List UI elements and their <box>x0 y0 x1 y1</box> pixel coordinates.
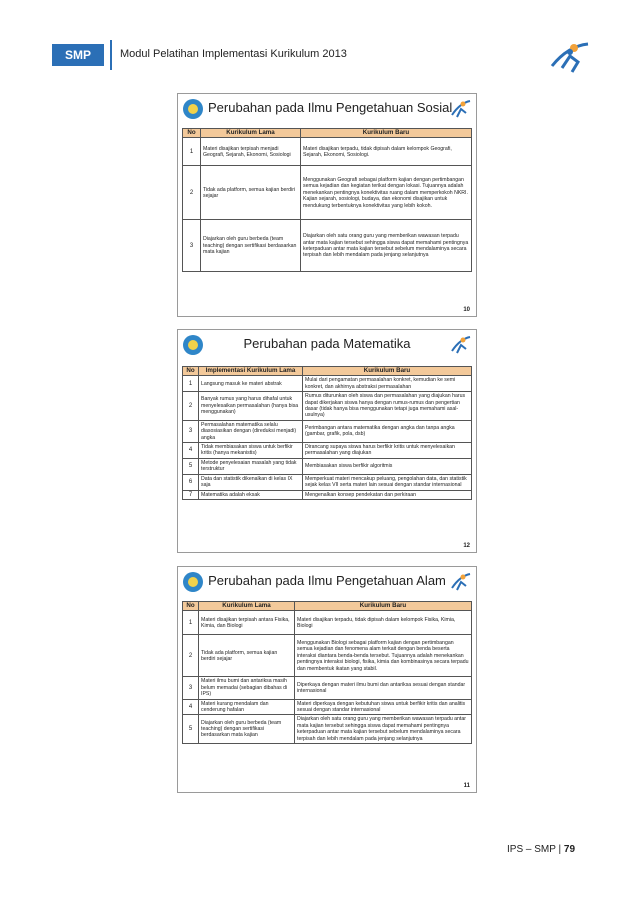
slide-header <box>178 567 476 597</box>
table-row <box>183 635 472 677</box>
slide-title: Perubahan pada Ilmu Pengetahuan Alam <box>208 573 446 588</box>
new-curriculum-cell: Diajarkan oleh satu orang guru yang memberikan wawasan terpadu antar mata kajian tersebut sehingga siswa dapat memahami pentingnya keterpaduan antar mata kajian tersebut sebelum mendalaminya secara terpisah dan lebih mendalam pada jenjang selanjutnya <box>301 220 472 272</box>
table-row <box>183 376 472 392</box>
table-row <box>183 443 472 459</box>
new-curriculum-cell: Materi diperkaya dengan kebutuhan siswa untuk berfikir kritis dan analitis sesuai dengan standar internasional <box>295 699 472 715</box>
row-number: 3 <box>183 420 199 442</box>
slide-header <box>178 330 476 360</box>
old-curriculum-cell: Tidak ada platform, semua kajian berdiri sejajar <box>199 635 295 677</box>
header-divider <box>110 40 112 70</box>
row-number: 5 <box>183 715 199 744</box>
new-curriculum-cell: Rumus diturunkan oleh siswa dan permasalahan yang diajukan harus dapat dikerjakan siswa hanya dengan rumus-rumus dan pengertian dasar (tidak hanya bisa menggunakan tetapi juga memahami asal-usulnya) <box>303 392 472 421</box>
old-curriculum-cell: Matematika adalah eksak <box>199 490 303 499</box>
page-footer <box>507 844 575 855</box>
comparison-table <box>182 128 472 272</box>
new-curriculum-cell: Diperkaya dengan materi ilmu bumi dan antariksa sesuai dengan standar internasional <box>295 677 472 699</box>
kurikulum-logo-icon <box>450 570 472 594</box>
row-number: 1 <box>183 611 199 635</box>
table-row <box>183 420 472 442</box>
table-header-row <box>183 367 472 376</box>
row-number: 5 <box>183 458 199 474</box>
column-header: Kurikulum Lama <box>199 602 295 611</box>
slide-ipa <box>177 566 477 793</box>
old-curriculum-cell: Materi kurang mendalam dan cenderung hafalan <box>199 699 295 715</box>
table-row <box>183 490 472 499</box>
new-curriculum-cell: Memperkuat materi mencakup peluang, pengolahan data, dan statistik sejak kelas VII serta materi lain sesuai dengan standar internasional <box>303 474 472 490</box>
table-row <box>183 699 472 715</box>
row-number: 3 <box>183 677 199 699</box>
row-number: 1 <box>183 138 201 166</box>
new-curriculum-cell: Mengenalkan konsep pendekatan dan perkiraan <box>303 490 472 499</box>
row-number: 6 <box>183 474 199 490</box>
row-number: 2 <box>183 166 201 220</box>
column-header: Kurikulum Lama <box>201 129 301 138</box>
footer-label: IPS – SMP | <box>507 844 562 855</box>
new-curriculum-cell: Mulai dari pengamatan permasalahan konkret, kemudian ke semi konkret, dan akhirnya abstraksi permasalahan <box>303 376 472 392</box>
slide-page-number: 12 <box>463 543 470 549</box>
header-badge: SMP <box>52 44 104 66</box>
tut-wuri-logo-icon <box>182 571 204 593</box>
new-curriculum-cell: Materi disajikan terpadu, tidak dipisah dalam kelompok Geografi, Sejarah, Ekonomi, Sosiologi. <box>301 138 472 166</box>
row-number: 2 <box>183 635 199 677</box>
new-curriculum-cell: Menggunakan Biologi sebagai platform kajian dengan pertimbangan semua kejadian dan fenomena alam terkait dengan benda beserta interaksi diantara benda-benda tersebut. Tujuannya adalah menekankan pentingnya interaksi biologi, fisika, kimia dan kombinasinya secara terpadu dan membentuk ikatan yang stabil. <box>295 635 472 677</box>
column-header: No <box>183 129 201 138</box>
table-row <box>183 220 472 272</box>
table-row <box>183 677 472 699</box>
old-curriculum-cell: Materi disajikan terpisah antara Fisika, Kimia, dan Biologi <box>199 611 295 635</box>
new-curriculum-cell: Materi disajikan terpadu, tidak dipisah dalam kelompok Fisika, Kimia, Biologi <box>295 611 472 635</box>
old-curriculum-cell: Tidak ada platform, semua kajian berdiri sejajar <box>201 166 301 220</box>
old-curriculum-cell: Materi ilmu bumi dan antariksa masih belum memadai (sebagian dibahas di IPS) <box>199 677 295 699</box>
column-header: Kurikulum Baru <box>295 602 472 611</box>
new-curriculum-cell: Menggunakan Geografi sebagai platform kajian dengan pertimbangan semua kejadian dan kegiatan terikat dengan lokasi. Tujuannya adalah menekankan pentingnya konektivitas ruang dalam memperkokoh NKRI. Kajian sejarah, sosiologi, budaya, dan ekonomi disajikan untuk mendukung terbentuknya konektivitas yang lebih kokoh. <box>301 166 472 220</box>
row-number: 3 <box>183 220 201 272</box>
old-curriculum-cell: Banyak rumus yang harus dihafal untuk menyelesaikan permasalahan (hanya bisa menggunakan) <box>199 392 303 421</box>
slide-title: Perubahan pada Matematika <box>243 336 411 351</box>
tut-wuri-logo-icon <box>182 98 204 120</box>
row-number: 7 <box>183 490 199 499</box>
slide-page-number: 11 <box>463 783 470 789</box>
column-header: No <box>183 602 199 611</box>
old-curriculum-cell: Diajarkan oleh guru berbeda (team teaching) dengan sertifikasi berdasarkan mata kajian <box>201 220 301 272</box>
column-header: Kurikulum Baru <box>301 129 472 138</box>
new-curriculum-cell: Diajarkan oleh satu orang guru yang memberikan wawasan terpadu antar mata kajian tersebut sehingga siswa dapat memahami pentingnya keterpaduan antar mata kajian tersebut sebelum mendalaminya secara terpisah dan lebih mendalam pada jenjang selanjutnya <box>295 715 472 744</box>
new-curriculum-cell: Membiasakan siswa berfikir algoritmis <box>303 458 472 474</box>
kurikulum-logo-icon <box>450 333 472 357</box>
slide-matematika <box>177 329 477 553</box>
table-row <box>183 611 472 635</box>
column-header: Kurikulum Baru <box>303 367 472 376</box>
table-row <box>183 392 472 421</box>
old-curriculum-cell: Tidak membiasakan siswa untuk berfikir kritis (hanya mekanistis) <box>199 443 303 459</box>
comparison-table <box>182 601 472 744</box>
column-header: No <box>183 367 199 376</box>
page-number: 79 <box>563 844 576 855</box>
kurikulum-logo-icon <box>548 36 592 76</box>
table-row <box>183 715 472 744</box>
row-number: 2 <box>183 392 199 421</box>
table-header-row <box>183 129 472 138</box>
new-curriculum-cell: Perimbangan antara matematika dengan angka dan tanpa angka (gambar, grafik, pola, dsb) <box>303 420 472 442</box>
table-row <box>183 138 472 166</box>
slide-title: Perubahan pada Ilmu Pengetahuan Sosial <box>208 100 453 115</box>
tut-wuri-logo-icon <box>182 334 204 356</box>
old-curriculum-cell: Langsung masuk ke materi abstrak <box>199 376 303 392</box>
table-row <box>183 458 472 474</box>
table-header-row <box>183 602 472 611</box>
slide-header <box>178 94 476 124</box>
old-curriculum-cell: Data dan statistik dikenalkan di kelas IX saja <box>199 474 303 490</box>
old-curriculum-cell: Materi disajikan terpisah menjadi Geografi, Sejarah, Ekonomi, Sosiologi <box>201 138 301 166</box>
comparison-table <box>182 366 472 500</box>
old-curriculum-cell: Metode penyelesaian masalah yang tidak terstruktur <box>199 458 303 474</box>
kurikulum-logo-icon <box>450 97 472 121</box>
row-number: 4 <box>183 443 199 459</box>
table-row <box>183 166 472 220</box>
old-curriculum-cell: Diajarkan oleh guru berbeda (team teaching) dengan sertifikasi berdasarkan mata kajian <box>199 715 295 744</box>
row-number: 1 <box>183 376 199 392</box>
table-row <box>183 474 472 490</box>
row-number: 4 <box>183 699 199 715</box>
column-header: Implementasi Kurikulum Lama <box>199 367 303 376</box>
old-curriculum-cell: Permasalahan matematika selalu diasosiasikan dengan (direduksi menjadi) angka <box>199 420 303 442</box>
slide-ips <box>177 93 477 317</box>
slide-page-number: 10 <box>463 307 470 313</box>
header-title: Modul Pelatihan Implementasi Kurikulum 2013 <box>120 48 347 60</box>
new-curriculum-cell: Dirancang supaya siswa harus berfikir kritis untuk menyelesaikan permasalahan yang diajukan <box>303 443 472 459</box>
